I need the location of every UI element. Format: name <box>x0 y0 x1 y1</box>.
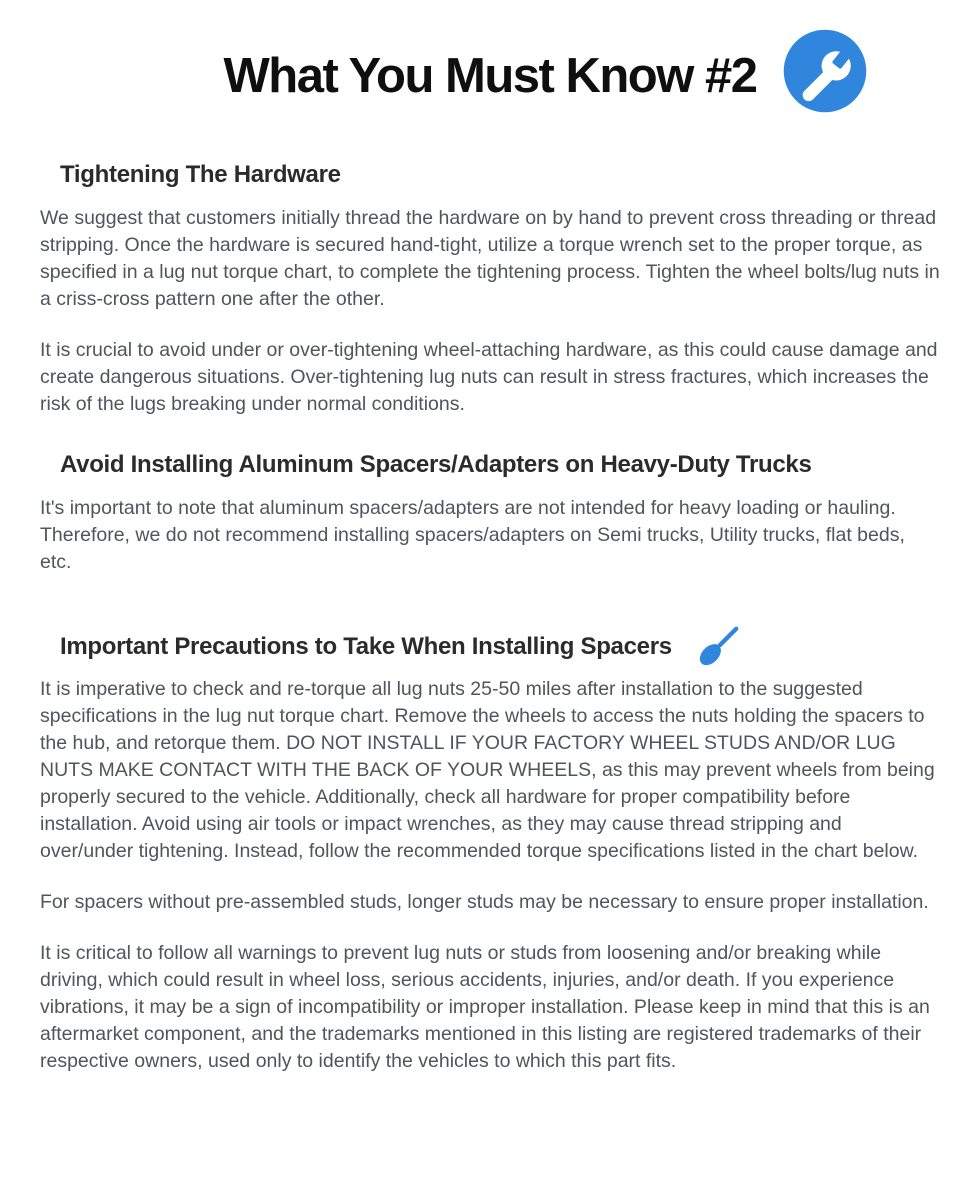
page-title: What You Must Know #2 <box>223 49 757 103</box>
screwdriver-icon <box>696 623 742 669</box>
paragraph-not-for-heavy-loading: It's important to note that aluminum spacers/adapters are not intended for heavy loading or hauling. Therefore, we do not recommend installing spacers/adapters on Semi trucks, Utility trucks, flat beds, etc. <box>40 496 905 573</box>
wrench-icon <box>782 28 868 114</box>
section-heading-avoid-aluminum-spacers: Avoid Installing Aluminum Spacers/Adapters on Heavy-Duty Trucks <box>60 450 812 478</box>
section-avoid-aluminum-spacers <box>40 451 940 576</box>
page-header <box>40 0 940 128</box>
section-heading-important-precautions: Important Precautions to Take When Installing Spacers <box>60 632 672 660</box>
paragraph-longer-studs: For spacers without pre-assembled studs, longer studs may be necessary to ensure proper installation. <box>40 891 929 914</box>
section-tightening-hardware <box>40 161 940 418</box>
section-heading-tightening-hardware: Tightening The Hardware <box>60 161 341 188</box>
paragraph-follow-all-warnings: It is critical to follow all warnings to prevent lug nuts or studs from loosening and/or breaking while driving, which could result in wheel loss, serious accidents, injuries, and/or death. If you experience vibrations, it may be a sign of incompatibility or improper installation. Please keep in mind that this is an aftermarket component, and the trademarks mentioned in this listing are registered trademarks of their respective owners, used only to identify the vehicles to which this part fits. <box>40 942 930 1073</box>
paragraph-retorque-warning: It is imperative to check and re-torque all lug nuts 25-50 miles after installation to the suggested specifications in the lug nut torque chart. Remove the wheels to access the nuts holding the spacers to the hub, and retorque them. DO NOT INSTALL IF YOUR FACTORY WHEEL STUDS AND/OR LUG NUTS MAKE CONTACT WITH THE BACK OF YOUR WHEELS, as this may prevent wheels from being properly secured to the vehicle. Additionally, check all hardware for proper compatibility before installation. Avoid using air tools or impact wrenches, as they may cause thread stripping and over/under tightening. Instead, follow the recommended torque specifications listed in the chart below. <box>40 678 935 863</box>
paragraph-avoid-over-tightening: It is crucial to avoid under or over-tightening wheel-attaching hardware, as this could cause damage and create dangerous situations. Over-tightening lug nuts can result in stress fractures, which increases the risk of the lugs breaking under normal conditions. <box>40 338 938 415</box>
section-important-precautions <box>40 600 940 1076</box>
paragraph-thread-by-hand: We suggest that customers initially thread the hardware on by hand to prevent cross threading or thread stripping. Once the hardware is secured hand-tight, utilize a torque wrench set to the proper torque, as specified in a lug nut torque chart, to complete the tightening process. Tighten the wheel bolts/lug nuts in a criss-cross pattern one after the other. <box>40 206 940 310</box>
precautions-heading-row <box>40 600 940 677</box>
